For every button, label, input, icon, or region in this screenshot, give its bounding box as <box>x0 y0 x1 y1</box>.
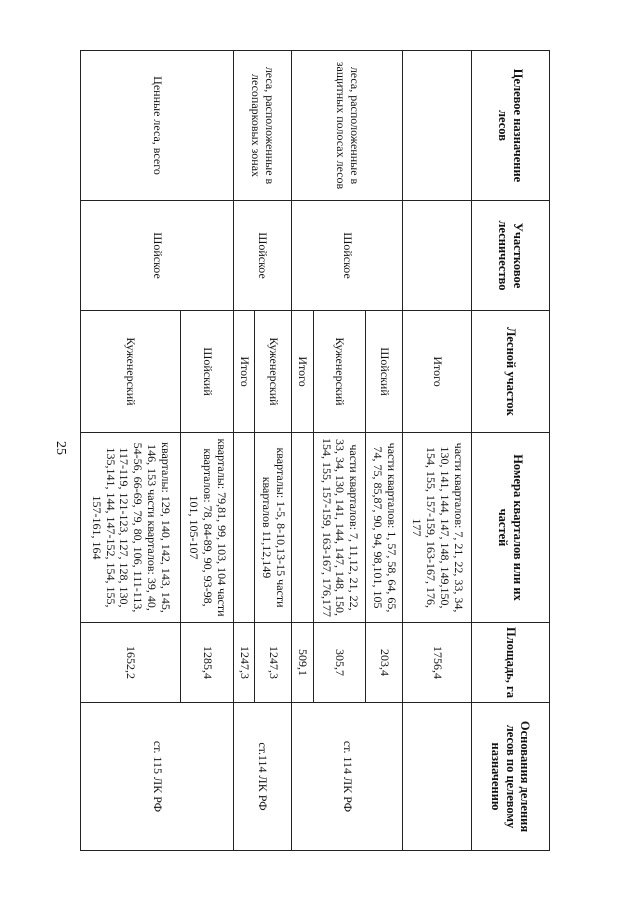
header-row <box>472 51 550 851</box>
area-cell: 305,7 <box>313 623 366 703</box>
forest-purpose-table <box>80 50 550 851</box>
area-cell: 1756,4 <box>403 623 472 703</box>
header-basis: Основания деления лесов по целевому назначению <box>472 703 550 851</box>
quarters-cell: кварталы: 79,81, 99, 103, 104 части кварталов: 78, 84-89, 90, 93-98, 101, 105-107 <box>180 433 233 623</box>
header-purpose: Целевое назначение лесов <box>472 51 550 201</box>
table-row <box>255 51 292 851</box>
purpose-cell: леса, расположенные в лесопарковых зонах <box>233 51 291 201</box>
quarters-cell: кварталы: 129, 140, 142, 143, 145, 146, 153 части кварталов: 39, 40, 54-56, 66-69, 79, 80, 106, 111-113, 117-119, 121-123, 127, 128, 130, 135,141, 144, 147-152, 154, 155, 157-161, 164 <box>81 433 181 623</box>
basis-cell: ст.114 ЛК РФ <box>233 703 291 851</box>
header-area: Площадь, га <box>472 623 550 703</box>
area-cell: 1247,3 <box>255 623 292 703</box>
plot-cell: Шойский <box>180 311 233 433</box>
area-cell: 1285,4 <box>180 623 233 703</box>
district-cell: Шойское <box>81 201 234 311</box>
plot-cell: Итого <box>292 311 313 433</box>
header-quarters: Номера кварталов или их частей <box>472 433 550 623</box>
area-cell: 509,1 <box>292 623 313 703</box>
purpose-cell: Ценные леса, всего <box>81 51 234 201</box>
district-cell: Шойское <box>292 201 403 311</box>
page-number: 25 <box>53 441 68 455</box>
plot-cell: Куженерский <box>255 311 292 433</box>
header-district: Участковое лесничество <box>472 201 550 311</box>
header-forest-plot: Лесной участок <box>472 311 550 433</box>
purpose-cell: леса, расположенные в защитных полосах лесов <box>292 51 403 201</box>
plot-cell: Куженерский <box>313 311 366 433</box>
plot-cell: Итого <box>403 311 472 433</box>
basis-cell: ст. 115 ЛК РФ <box>81 703 234 851</box>
table-row <box>403 51 472 851</box>
rotated-document-page <box>80 50 550 850</box>
quarters-cell: кварталы: 1-5, 8-10,13-15 части кварталов 11,12,149 <box>255 433 292 623</box>
basis-cell: ст. 114 ЛК РФ <box>292 703 403 851</box>
area-cell: 1652,2 <box>81 623 181 703</box>
area-cell: 1247,3 <box>233 623 254 703</box>
quarters-cell: части кварталов: 1, 57, 58, 64, 65, 74, 75, 85,87, 90, 94, 98,101, 105 <box>366 433 403 623</box>
area-cell: 203,4 <box>366 623 403 703</box>
quarters-cell: части кварталов: 7, 21, 22, 33, 34, 130, 141, 144, 147, 148, 149,150, 154, 155, 157-159, 163-167, 176, 177 <box>403 433 472 623</box>
plot-cell: Итого <box>233 311 254 433</box>
table-row <box>180 51 233 851</box>
table-row <box>366 51 403 851</box>
district-cell: Шойское <box>233 201 291 311</box>
quarters-cell: части кварталов: 7, 11,12, 21, 22, 33, 34, 130, 141, 144, 147, 148, 150, 154, 155, 157-159, 163-167, 176,177 <box>313 433 366 623</box>
plot-cell: Шойский <box>366 311 403 433</box>
plot-cell: Куженерский <box>81 311 181 433</box>
